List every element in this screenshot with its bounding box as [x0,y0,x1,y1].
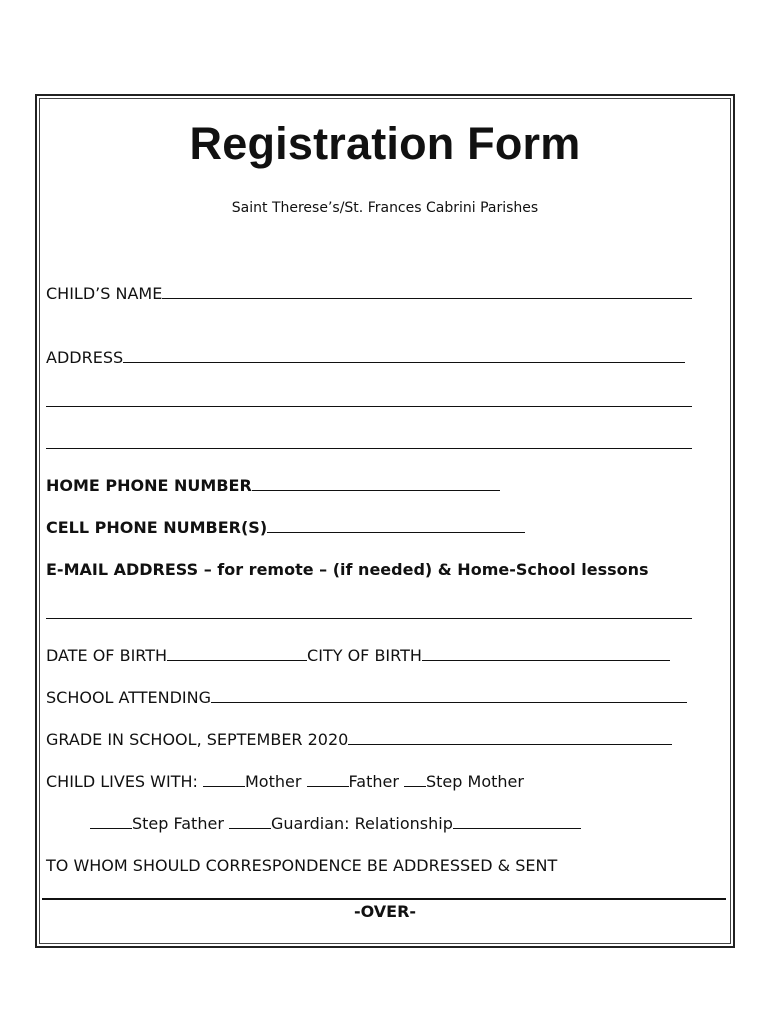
date-of-birth-label: DATE OF BIRTH [46,646,168,665]
guardian-checkbox[interactable] [229,814,271,829]
grade-row [46,730,672,749]
home-phone-label: HOME PHONE NUMBER [46,476,252,495]
email-label: E-MAIL ADDRESS – for remote – (if needed) & Home-School lessons [46,560,649,579]
address-field-3[interactable] [46,434,692,449]
form-subtitle: Saint Therese’s/St. Frances Cabrini Parishes [231,200,539,216]
form-title: Registration Form [189,118,581,169]
date-of-birth-field[interactable] [167,646,307,661]
step-mother-checkbox[interactable] [404,772,426,787]
birth-row [46,646,670,665]
correspondence-line[interactable] [42,898,726,900]
step-mother-label: Step Mother [426,772,524,791]
address-row-2 [46,392,692,411]
grade-field[interactable] [348,730,672,745]
cell-phone-field[interactable] [267,518,525,533]
guardian-label: Guardian: Relationship [270,814,453,833]
school-attending-field[interactable] [211,688,687,703]
address-field-2[interactable] [46,392,692,407]
over-label: -OVER- [353,902,417,921]
address-field-1[interactable] [123,348,685,363]
cell-phone-label: CELL PHONE NUMBER(S) [46,518,268,537]
lives-with-row [46,772,524,791]
childs-name-label: CHILD’S NAME [46,284,163,303]
correspondence-row [46,856,557,875]
childs-name-field[interactable] [162,284,692,299]
home-phone-field[interactable] [252,476,500,491]
mother-checkbox[interactable] [203,772,245,787]
address-label: ADDRESS [46,348,124,367]
lives-with-row-2 [90,814,581,833]
correspondence-label: TO WHOM SHOULD CORRESPONDENCE BE ADDRESSED & SENT [46,856,558,875]
city-of-birth-label: CITY OF BIRTH [307,646,422,665]
father-checkbox[interactable] [307,772,349,787]
mother-label: Mother [245,772,302,791]
cell-phone-row [46,518,525,537]
home-phone-row [46,476,500,495]
school-row [46,688,687,707]
step-father-checkbox[interactable] [90,814,132,829]
email-field[interactable] [46,604,692,619]
father-label: Father [348,772,399,791]
grade-label: GRADE IN SCHOOL, SEPTEMBER 2020 [46,730,349,749]
lives-with-label: CHILD LIVES WITH: [46,772,198,791]
relationship-field[interactable] [453,814,581,829]
address-row-3 [46,434,692,453]
school-attending-label: SCHOOL ATTENDING [46,688,211,707]
childs-name-row [46,284,692,303]
email-row [46,560,649,579]
step-father-label: Step Father [132,814,224,833]
city-of-birth-field[interactable] [422,646,670,661]
address-row [46,348,685,367]
email-row-2 [46,604,692,623]
